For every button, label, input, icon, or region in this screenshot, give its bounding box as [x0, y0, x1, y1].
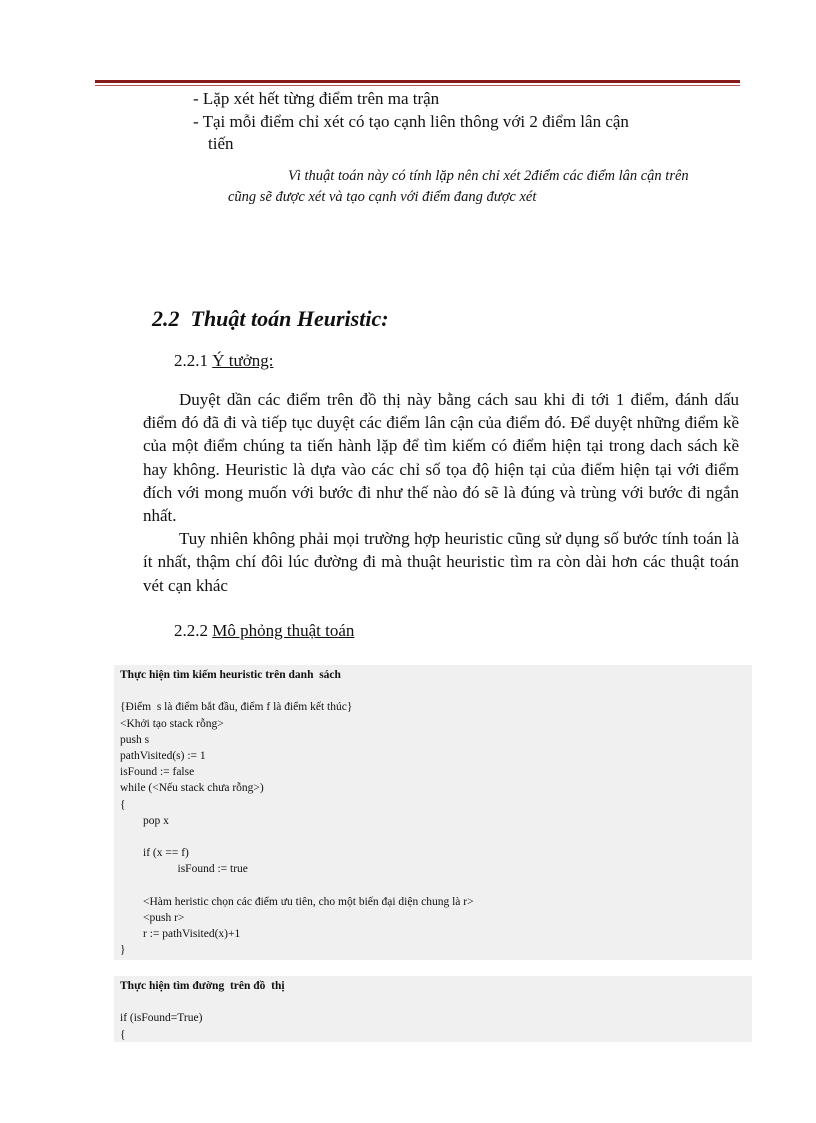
bullet-2-cont: tiến: [208, 134, 234, 153]
code-line: [120, 829, 746, 845]
subsection-2-heading: [174, 621, 354, 641]
paragraph-2: Tuy nhiên không phải mọi trường hợp heuristic cũng sử dụng số bước tính toán là ít nhất, thậm chí đôi lúc đường đi mà thuật heuristic tìm ra còn dài hơn các thuật toán vét cạn khác: [143, 529, 739, 595]
bullet-1: - Lặp xét hết từng điểm trên ma trận: [193, 89, 440, 108]
section-number: 2.2: [152, 306, 180, 331]
code-line: }: [120, 944, 126, 957]
subsection-1-heading: [174, 351, 273, 371]
header-rule: [95, 80, 740, 83]
section-title: Thuật toán Heuristic:: [190, 306, 389, 331]
code-line: pop x: [120, 814, 169, 827]
subsection-1-title: Ý tưởng:: [212, 351, 274, 370]
code-line: pathVisited(s) := 1: [120, 749, 206, 762]
code-line: <push r>: [120, 911, 185, 924]
section-heading: [152, 306, 389, 332]
code-line: {: [120, 798, 126, 811]
note-line-1: Vì thuật toán này có tính lặp nên chỉ xét 2điểm các điểm lân cận trên: [288, 168, 689, 184]
code-line: if (isFound=True): [120, 1012, 203, 1025]
code-line: isFound := true: [120, 863, 248, 876]
subsection-2-number: 2.2.2: [174, 621, 208, 640]
paragraph-1: Duyệt dần các điểm trên đồ thị này bằng cách sau khi đi tới 1 điểm, đánh dấu điểm đó đã đi và tiếp tục duyệt các điểm lân cận của điểm đó. Để duyệt những điểm kề của một điểm chúng ta tiến hành lặp để tìm kiếm có điểm hiện tại trong dach sách kề hay không. Heuristic là dựa vào các chỉ số tọa độ hiện tại của điểm hiện tại với điểm đích với mong muốn với bước đi như thế nào đó sẽ là đúng và trùng với bước đi ngắn nhất.: [143, 390, 739, 526]
header-rule-thin: [95, 85, 740, 86]
code-block-2-title: Thực hiện tìm đường trên đồ thị: [120, 980, 285, 992]
subsection-1-number: 2.2.1: [174, 351, 208, 370]
code-line: [120, 994, 746, 1010]
code-line: {: [120, 1028, 126, 1041]
code-line: push s: [120, 733, 150, 746]
code-block-1-title: Thực hiện tìm kiếm heuristic trên danh sách: [120, 669, 341, 681]
code-line: isFound := false: [120, 766, 195, 779]
body-text: [143, 388, 739, 597]
code-line: r := pathVisited(x)+1: [120, 928, 241, 940]
code-line: [120, 877, 746, 893]
code-line: [120, 683, 746, 699]
code-block-2: [114, 976, 752, 1042]
code-line: while (<Nếu stack chưa rỗng>): [120, 782, 264, 795]
code-block-1: [114, 665, 752, 960]
code-line: {Điểm s là điểm bắt đầu, điểm f là điểm kết thúc}: [120, 701, 353, 714]
subsection-2-title: Mô phỏng thuật toán: [212, 621, 355, 640]
code-line: <Hàm heristic chọn các điểm ưu tiên, cho một biến đại diện chung là r>: [120, 895, 474, 908]
note-line-2: cũng sẽ được xét và tạo cạnh với điểm đang được xét: [228, 189, 537, 205]
bullet-2: - Tại mỗi điểm chỉ xét có tạo cạnh liên thông với 2 điểm lân cận: [193, 112, 629, 131]
code-line: if (x == f): [120, 847, 189, 860]
code-line: <Khởi tạo stack rỗng>: [120, 717, 224, 730]
